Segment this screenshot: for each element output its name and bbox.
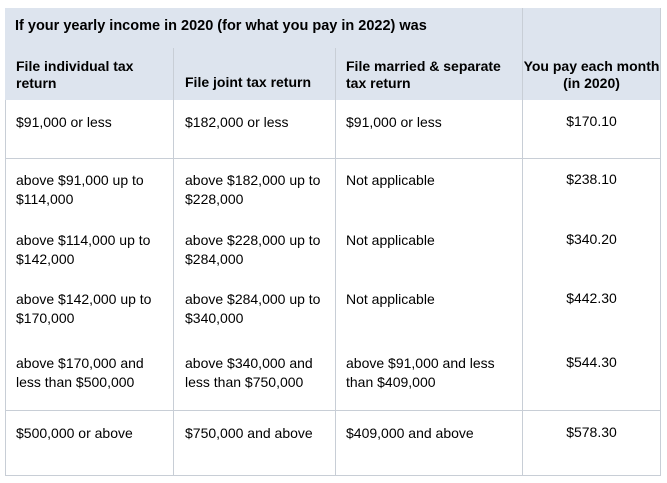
- row-2-joint: above $182,000 up to $228,000: [185, 172, 321, 207]
- premium-table: [5, 8, 661, 476]
- col-divider-2: [335, 48, 336, 476]
- row-1-pay: $170.10: [566, 113, 617, 129]
- col-divider-1: [173, 48, 174, 476]
- row-3-separate: Not applicable: [346, 232, 435, 248]
- row-5-joint: above $340,000 and less than $750,000: [185, 355, 313, 390]
- header-separate: File married & separate tax return: [346, 58, 501, 91]
- grid-left-border: [5, 100, 6, 476]
- row-6-separate: $409,000 and above: [346, 425, 474, 441]
- header-pay: You pay each month (in 2020): [523, 58, 660, 91]
- row-4-individual: above $142,000 up to $170,000: [16, 291, 152, 326]
- row-2-separate: Not applicable: [346, 172, 435, 188]
- header-joint: File joint tax return: [185, 74, 312, 90]
- row-1-separate: $91,000 or less: [346, 114, 442, 130]
- row-4-joint: above $284,000 up to $340,000: [185, 291, 321, 326]
- row-3-pay: $340.20: [566, 231, 617, 247]
- row-2-pay: $238.10: [566, 171, 617, 187]
- row-6-individual: $500,000 or above: [16, 425, 133, 441]
- row-3-joint: above $228,000 up to $284,000: [185, 232, 321, 267]
- row-6-joint: $750,000 and above: [185, 425, 313, 441]
- table-caption: If your yearly income in 2020 (for what you pay in 2022) was: [15, 18, 427, 34]
- row-5-separate: above $91,000 and less than $409,000: [346, 355, 495, 390]
- row-1-joint: $182,000 or less: [185, 114, 289, 130]
- row-divider-2: [5, 410, 661, 411]
- row-5-individual: above $170,000 and less than $500,000: [16, 355, 144, 390]
- row-divider-1: [5, 158, 661, 159]
- header-individual: File individual tax return: [16, 58, 134, 91]
- row-1-individual: $91,000 or less: [16, 114, 112, 130]
- row-2-individual: above $91,000 up to $114,000: [16, 172, 144, 207]
- row-5-pay: $544.30: [566, 354, 617, 370]
- grid-bottom-border: [5, 475, 661, 476]
- row-4-separate: Not applicable: [346, 291, 435, 307]
- row-6-pay: $578.30: [566, 424, 617, 440]
- row-4-pay: $442.30: [566, 290, 617, 306]
- row-3-individual: above $114,000 up to $142,000: [16, 232, 151, 267]
